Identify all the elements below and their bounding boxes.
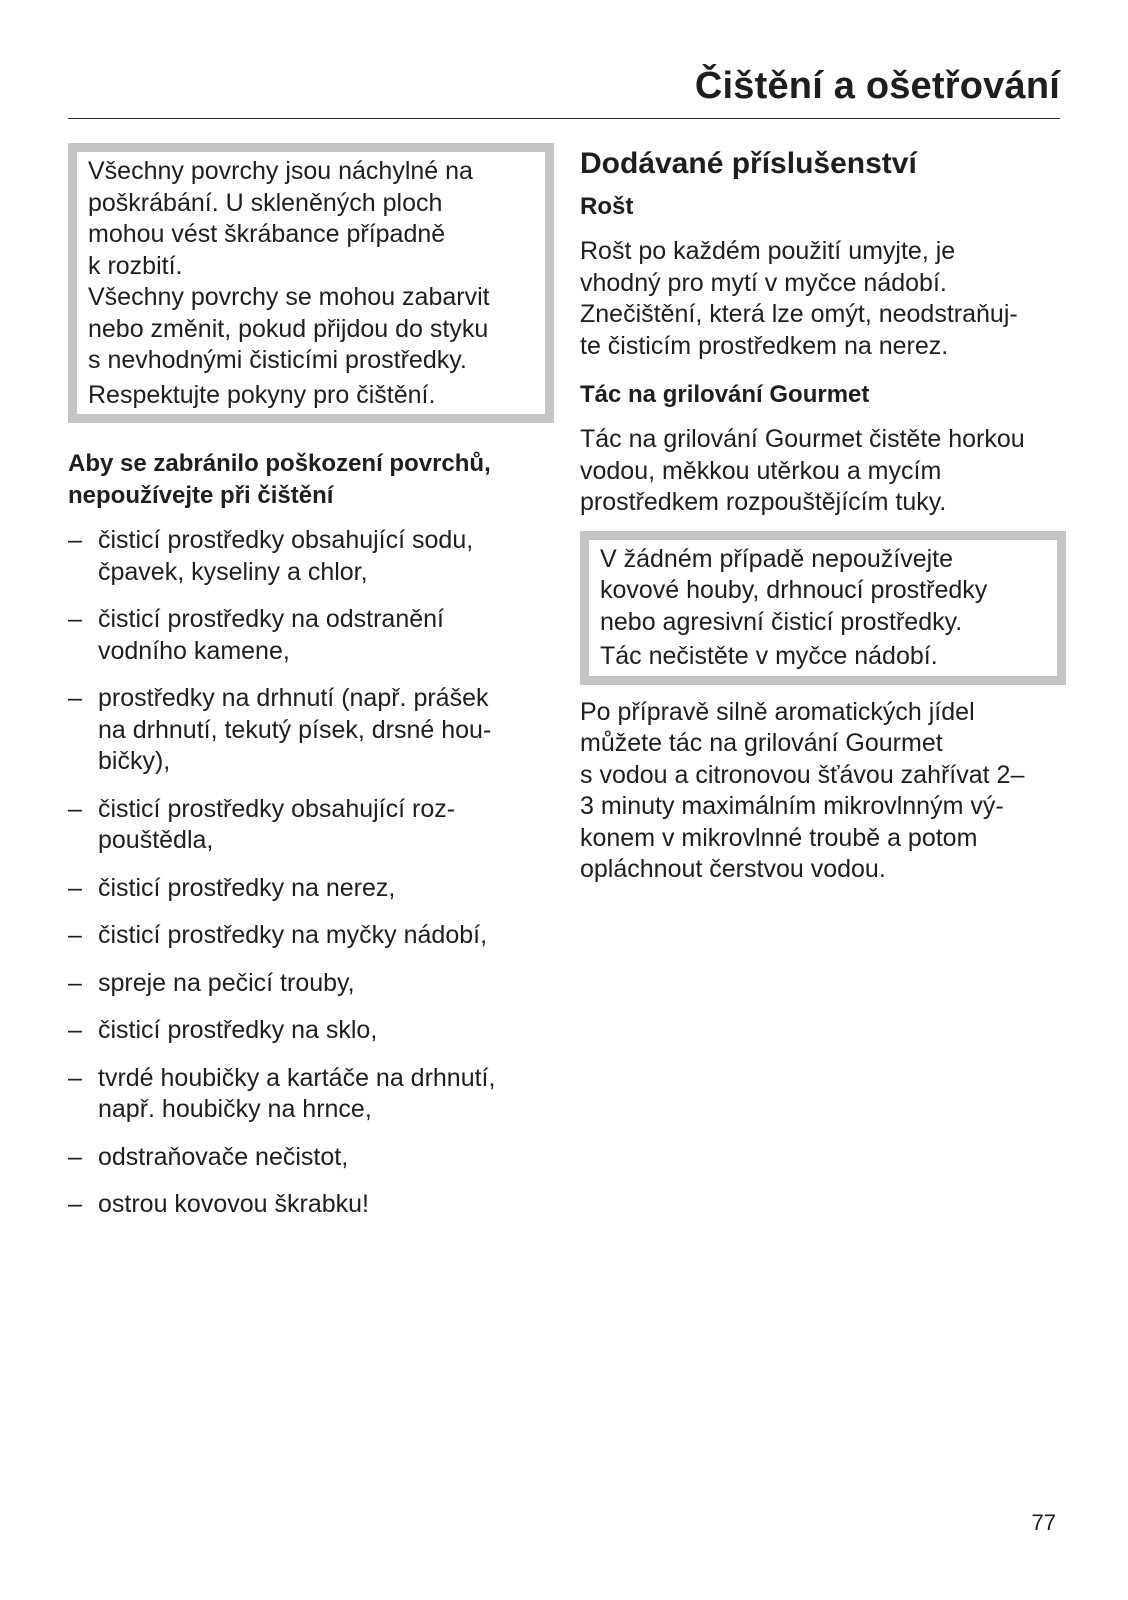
page-header: [68, 60, 1060, 119]
right-column: [580, 143, 1066, 886]
list-item: [68, 920, 554, 952]
list-item-text: čisticí prostředky na odstranění vodního kamene,: [98, 605, 444, 665]
list-item: [68, 1063, 554, 1126]
list-item-text: tvrdé houbičky a kartáče na drhnutí, např. houbičky na hrnce,: [98, 1063, 496, 1123]
list-item-text: čisticí prostředky na nerez,: [98, 873, 396, 902]
list-dash: –: [68, 794, 82, 823]
tray-heading: Tác na grilování Gourmet: [580, 381, 870, 408]
list-dash: –: [68, 1190, 82, 1218]
page-number: 77: [1031, 1510, 1056, 1535]
list-item-text: čisticí prostředky na myčky nádobí,: [98, 921, 488, 949]
left-column: [68, 143, 554, 1237]
list-item-text: čisticí prostředky obsahující roz- pouštědla,: [98, 794, 456, 854]
list-item: [68, 683, 554, 778]
tray-note-paragraph: Tác nečistěte v myčce nádobí.: [600, 642, 938, 670]
warning-note-box: [68, 143, 554, 423]
list-item: [68, 604, 554, 667]
surface-protection-heading: Aby se zabránilo poškození povrchů, nepoužívejte při čištění: [68, 450, 491, 509]
list-dash: –: [68, 526, 82, 554]
list-item-text: ostrou kovovou škrabku!: [98, 1190, 369, 1218]
section-title: Dodávané příslušenství: [580, 147, 917, 180]
list-item-text: spreje na pečicí trouby,: [98, 968, 355, 997]
rost-heading: Rošt: [580, 193, 634, 220]
list-dash: –: [68, 1016, 82, 1044]
tray-text: Tác na grilování Gourmet čistěte horkou vodou, měkkou utěrkou a mycím prostředkem rozpouštějícím tuky.: [580, 425, 1025, 516]
list-dash: –: [68, 968, 82, 997]
list-item-text: čisticí prostředky na sklo,: [98, 1016, 378, 1044]
list-item: [68, 968, 554, 1000]
list-item: [68, 1015, 554, 1047]
rost-text: Rošt po každém použití umyjte, je vhodný pro mytí v myčce nádobí. Znečištění, která lze omýt, neodstraňuj- te čisticím prostředkem na nerez.: [580, 237, 1018, 360]
warning-note-paragraph: Respektujte pokyny pro čištění.: [88, 380, 436, 409]
warning-note-paragraph: Všechny povrchy jsou náchylné na poškrábání. U skleněných ploch mohou vést škrábance případně k rozbití. Všechny povrchy se mohou zabarvit nebo změnit, pokud přijdou do styku s nevhodnými čisticími prostředky.: [88, 157, 490, 374]
list-dash: –: [68, 1142, 82, 1171]
list-item: [68, 1189, 554, 1221]
list-dash: –: [68, 921, 82, 949]
list-dash: –: [68, 605, 82, 633]
forbidden-cleaners-list: [68, 525, 554, 1221]
list-item-text: prostředky na drhnutí (např. prášek na drhnutí, tekutý písek, drsné hou- bičky),: [98, 684, 492, 775]
list-item: [68, 794, 554, 857]
list-item: [68, 1142, 554, 1174]
list-item-text: čisticí prostředky obsahující sodu, čpavek, kyseliny a chlor,: [98, 526, 474, 586]
tray-aroma-text: Po přípravě silně aromatických jídel můžete tác na grilování Gourmet s vodou a citronovou šťávou zahřívat 2– 3 minuty maximálním mikrovlnným vý- konem v mikrovlnné troubě a potom opláchnout čerstvou vodou.: [580, 697, 1025, 883]
list-dash: –: [68, 1063, 82, 1092]
tray-note-paragraph: V žádném případě nepoužívejte kovové houby, drhnoucí prostředky nebo agresivní čisticí prostředky.: [600, 544, 988, 636]
tray-note-box: [580, 531, 1066, 685]
list-dash: –: [68, 873, 82, 902]
list-item: [68, 873, 554, 905]
page-title: Čištění a ošetřování: [694, 65, 1060, 107]
list-item-text: odstraňovače nečistot,: [98, 1142, 349, 1171]
list-dash: –: [68, 684, 82, 712]
list-item: [68, 525, 554, 588]
